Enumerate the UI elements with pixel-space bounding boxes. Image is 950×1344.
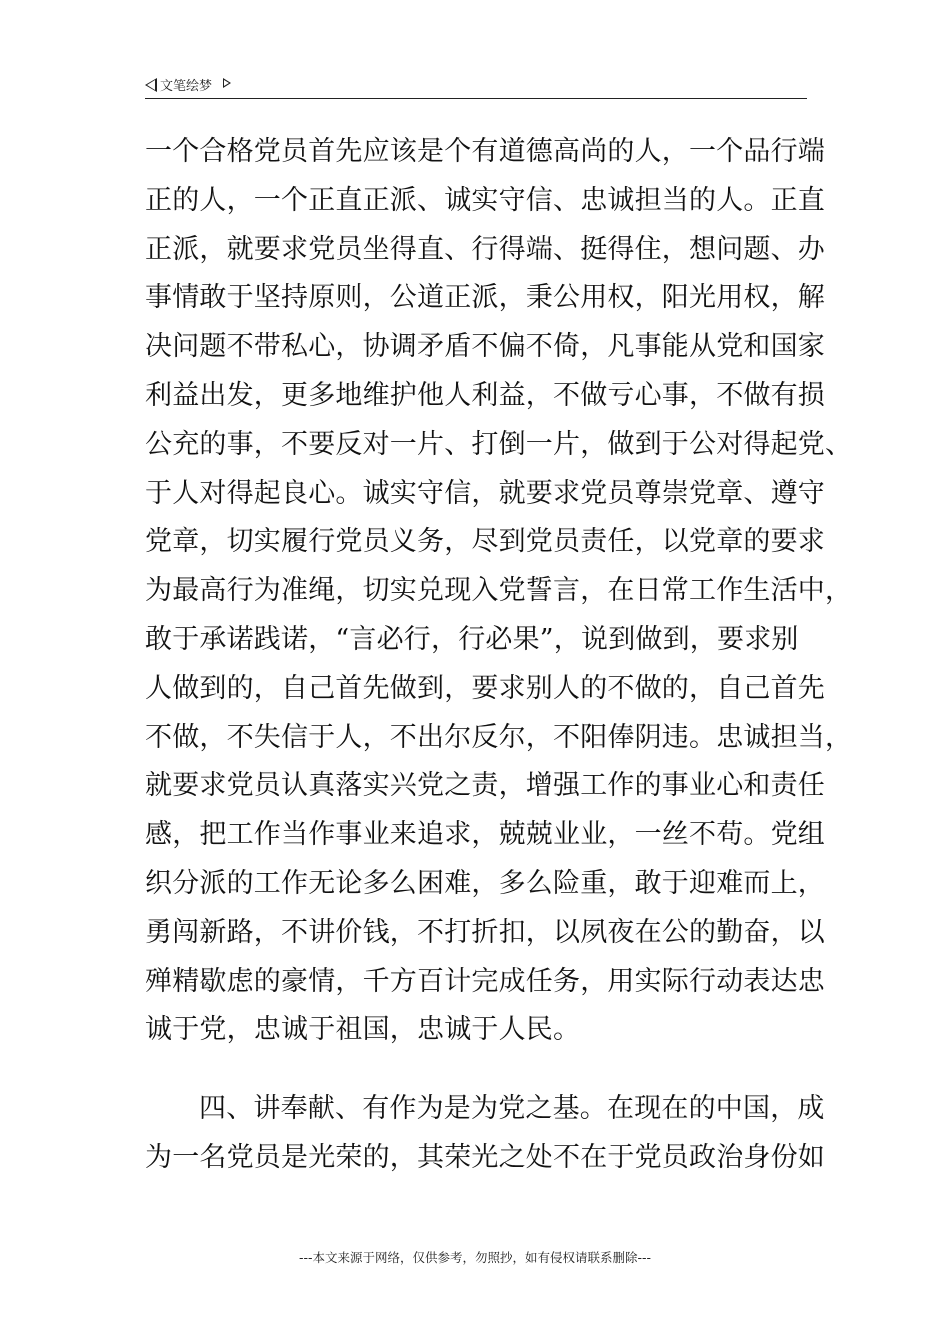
text-line: 诚于党，忠诚于祖国，忠诚于人民。 xyxy=(145,1014,581,1046)
text-line: 殚精歇虑的豪情，千方百计完成任务，用实际行动表达忠 xyxy=(145,965,825,997)
paragraph-2 xyxy=(145,1085,825,1183)
paragraph-1 xyxy=(145,128,853,1055)
text-line: 于人对得起良心。诚实守信，就要求党员尊崇党章、遵守 xyxy=(145,477,825,509)
text-line: 利益出发，更多地维护他人利益，不做亏心事，不做有损 xyxy=(145,379,825,411)
text-line: 公充的事，不要反对一片、打倒一片，做到于公对得起党、 xyxy=(145,428,853,460)
text-line: 就要求党员认真落实兴党之责，增强工作的事业心和责任 xyxy=(145,770,825,802)
text-line: 为一名党员是光荣的，其荣光之处不在于党员政治身份如 xyxy=(145,1141,825,1173)
text-line: 一个合格党员首先应该是个有道德高尚的人，一个品行端 xyxy=(145,136,825,167)
triangle-right-icon xyxy=(223,78,231,88)
text-line: 人做到的，自己首先做到，要求别人的不做的，自己首先 xyxy=(145,672,825,704)
text-line: 党章，切实履行党员义务，尽到党员责任，以党章的要求 xyxy=(145,526,825,558)
text-line: 为最高行为准绳，切实兑现入党誓言，在日常工作生活中， xyxy=(145,575,853,607)
text-line: 正派，就要求党员坐得直、行得端、挺得住，想问题、办 xyxy=(145,233,825,265)
footer-notice: ---本文来源于网络，仅供参考，勿照抄，如有侵权请联系删除--- xyxy=(298,1250,652,1265)
text-line: 四、讲奉献、有作为是为党之基。在现在的中国，成 xyxy=(199,1093,825,1125)
text-line: 勇闯新路，不讲价钱，不打折扣，以夙夜在公的勤奋，以 xyxy=(145,916,825,948)
text-line: 感，把工作当作事业来追求，兢兢业业，一丝不苟。党组 xyxy=(145,819,825,851)
page-header xyxy=(145,72,807,99)
text-line: 决问题不带私心，协调矛盾不偏不倚，凡事能从党和国家 xyxy=(145,331,825,363)
text-line: 敢于承诺践诺，“言必行，行必果”，说到做到，要求别 xyxy=(145,623,799,655)
header-brand xyxy=(145,75,231,94)
text-line: 不做，不失信于人，不出尔反尔，不阳俸阴违。忠诚担当， xyxy=(145,721,853,753)
text-line: 正的人，一个正直正派、诚实守信、忠诚担当的人。正直 xyxy=(145,184,825,216)
document-body xyxy=(145,128,853,1183)
text-line: 织分派的工作无论多么困难，多么险重，敢于迎难而上， xyxy=(145,867,825,899)
brand-text: 文笔绘梦 xyxy=(160,79,213,94)
triangle-left-icon xyxy=(145,78,157,92)
text-line: 事情敢于坚持原则，公道正派，秉公用权，阳光用权，解 xyxy=(145,282,825,314)
